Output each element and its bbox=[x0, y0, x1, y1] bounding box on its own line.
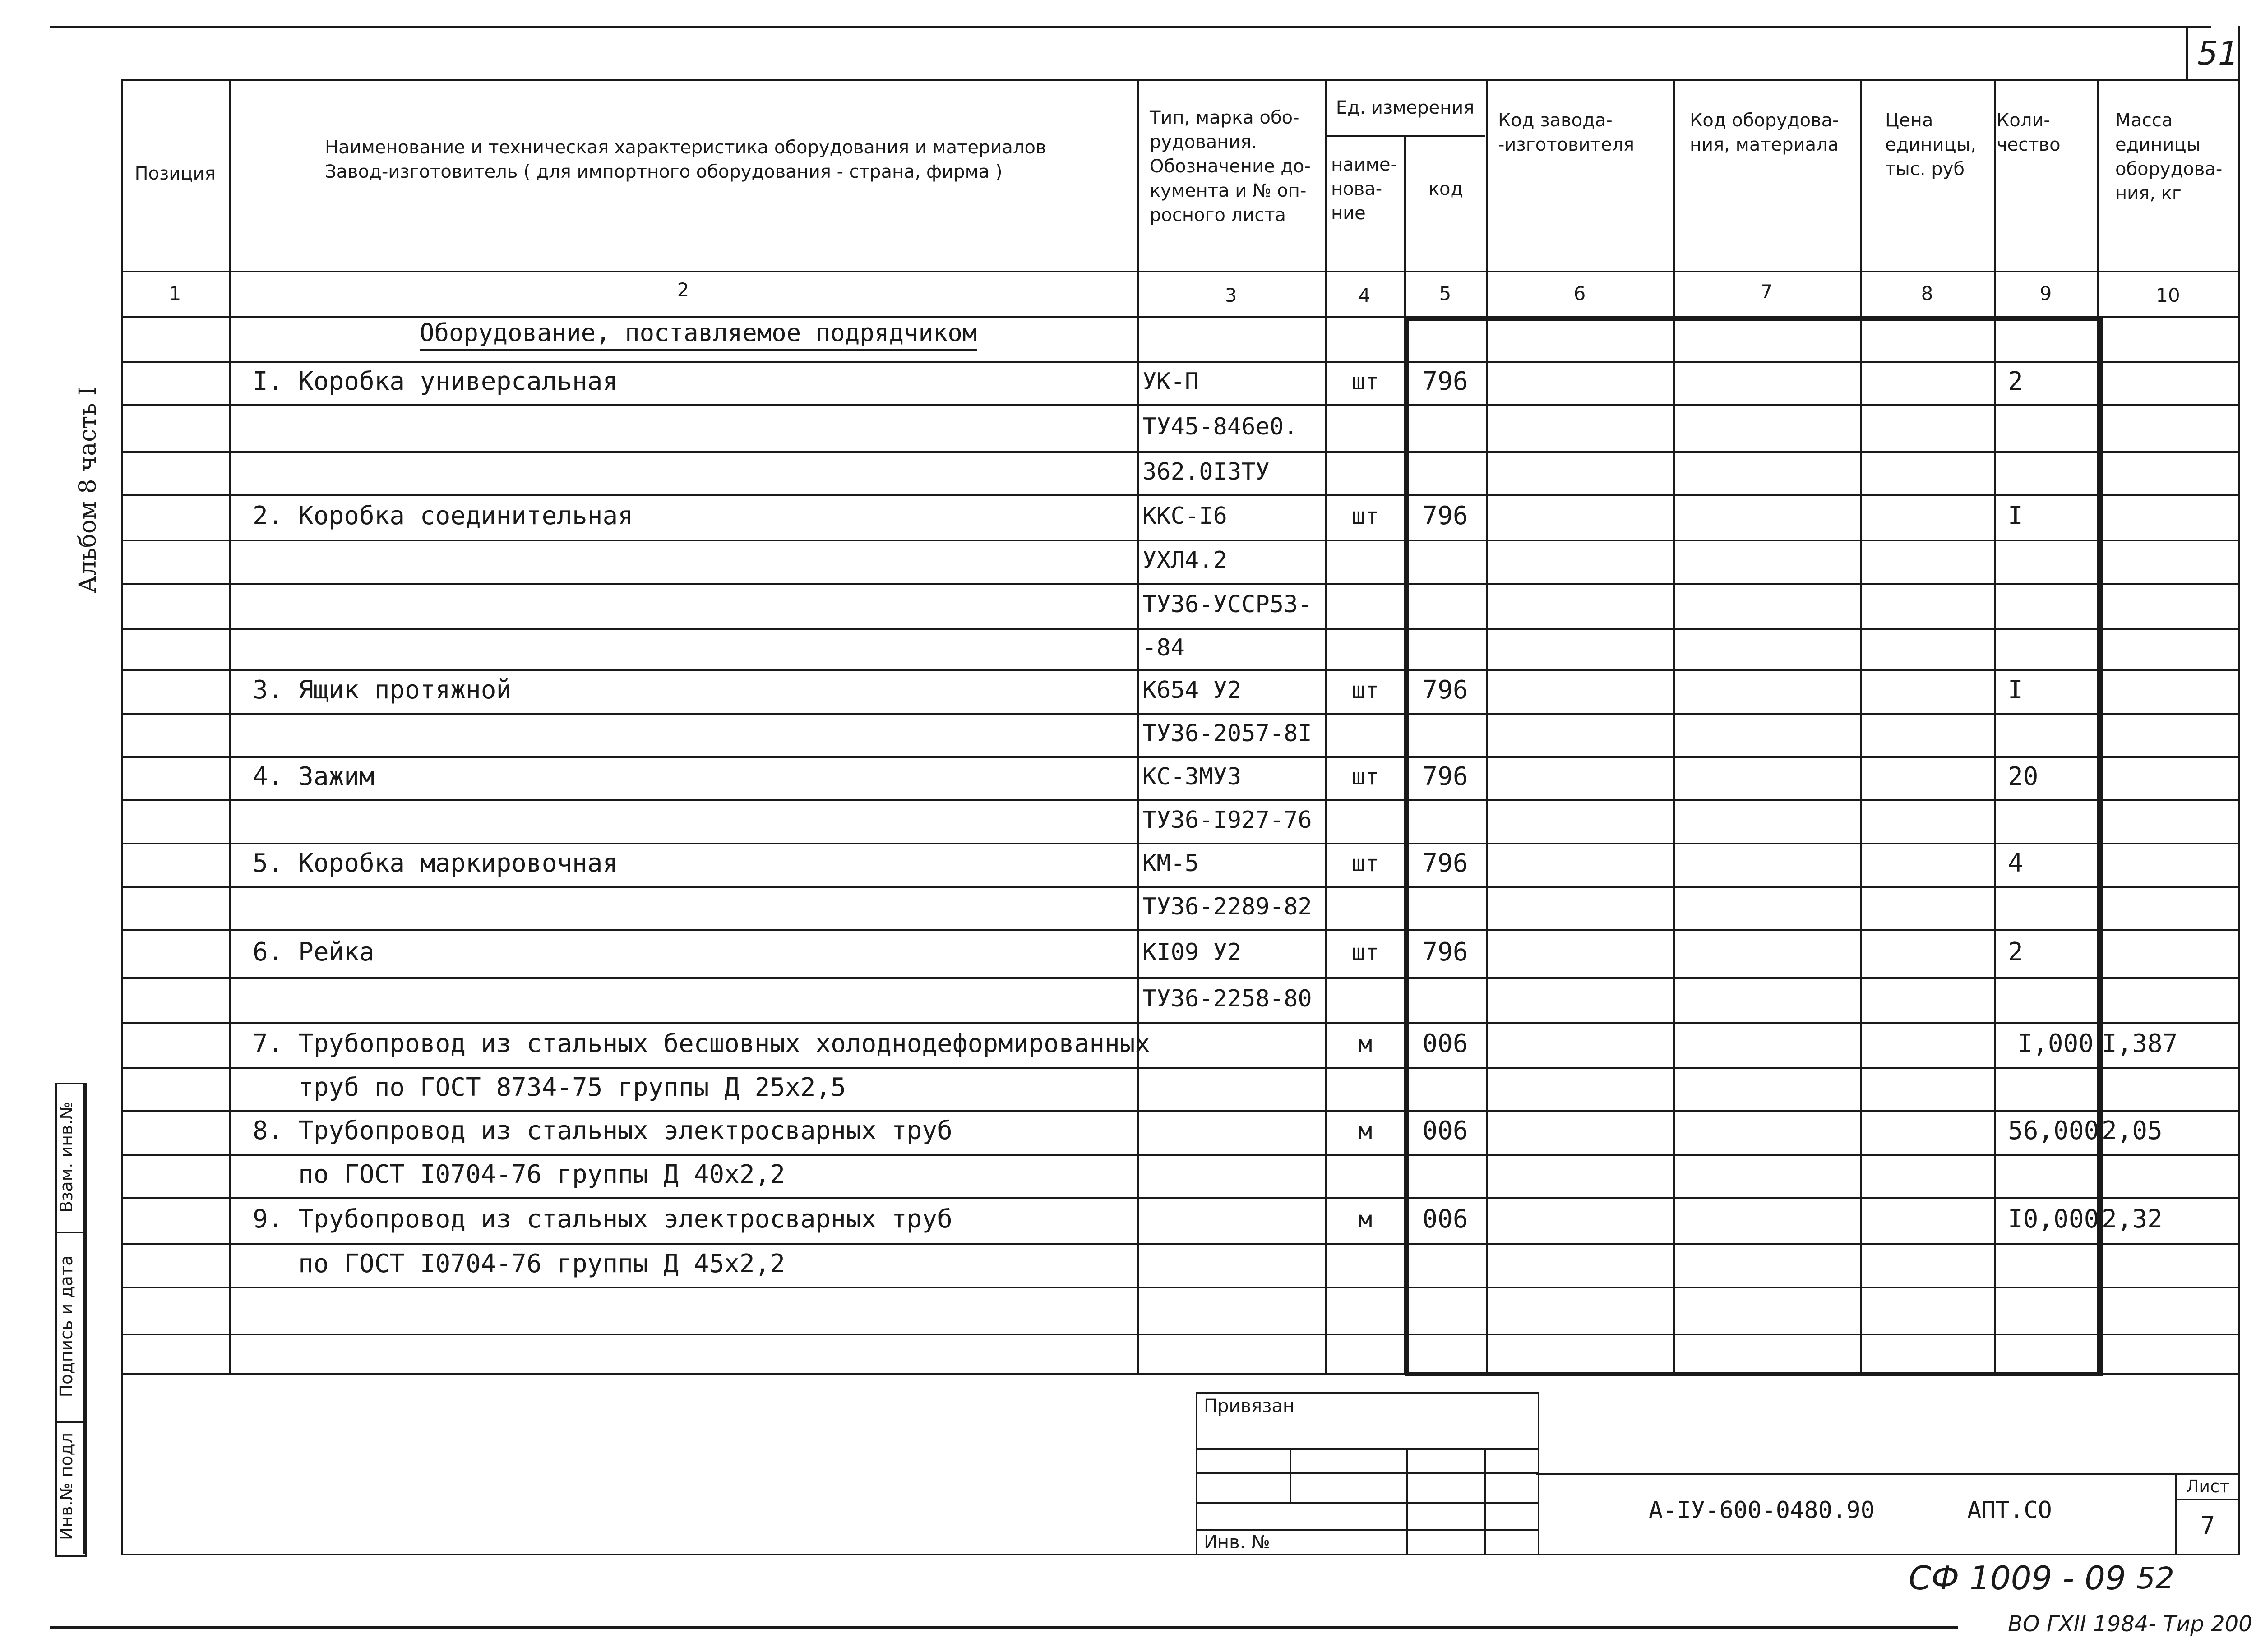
side-stamp-original-inv: Инв.№ подл bbox=[56, 1433, 76, 1541]
item-unit-code: 796 bbox=[1422, 849, 1468, 878]
item-type: ТУ36-2057-8I bbox=[1142, 720, 1312, 747]
item-name: по ГОСТ I0704-76 группы Д 40х2,2 bbox=[253, 1160, 786, 1189]
column-number-5: 5 bbox=[1439, 282, 1452, 305]
column-number-2: 2 bbox=[677, 279, 689, 301]
item-unit: шт bbox=[1351, 677, 1379, 703]
item-unit: м bbox=[1358, 1118, 1373, 1144]
column-divider bbox=[1137, 79, 1139, 1373]
album-part-label: Альбом 8 часть I bbox=[74, 386, 102, 593]
item-quantity: 56,000 bbox=[2008, 1116, 2099, 1145]
item-type: КС-3МУЗ bbox=[1142, 763, 1242, 790]
stamp-sheet-number: 7 bbox=[2200, 1511, 2215, 1540]
item-quantity: I bbox=[2008, 501, 2023, 531]
header-unit-name: наиме- нова- ние bbox=[1331, 154, 1397, 224]
item-quantity: 2 bbox=[2008, 367, 2023, 396]
stamp-document-mark: АПТ.СО bbox=[1967, 1497, 2052, 1524]
item-quantity: I,000 bbox=[2017, 1029, 2094, 1058]
stamp-sheet-label: Лист bbox=[2186, 1477, 2230, 1496]
header-equipment-code: Код оборудова- ния, материала bbox=[1690, 110, 1839, 155]
stamp-inventory-label: Инв. № bbox=[1204, 1532, 1270, 1553]
column-divider bbox=[1325, 79, 1327, 1373]
item-name: 7. Трубопровод из стальных бесшовных холоднодеформированных bbox=[253, 1029, 1151, 1058]
stamp-linked-label: Привязан bbox=[1204, 1396, 1295, 1417]
item-quantity: I0,000 bbox=[2008, 1204, 2099, 1234]
column-number-7: 7 bbox=[1760, 281, 1773, 303]
item-unit: м bbox=[1358, 1206, 1373, 1232]
footer-print-run: ВО ГХII 1984- Тир 200 bbox=[2008, 1611, 2252, 1637]
header-unit-mass: Масса единицы оборудова- ния, кг bbox=[2115, 110, 2223, 204]
item-type: УХЛ4.2 bbox=[1142, 547, 1227, 574]
item-name: 5. Коробка маркировочная bbox=[253, 849, 618, 878]
stamp-document-code: А-IУ-600-0480.90 bbox=[1649, 1497, 1875, 1524]
footer-page-number: 52 bbox=[2136, 1561, 2174, 1596]
header-position: Позиция bbox=[134, 163, 216, 184]
header-unit-price: Цена единицы, тыс. руб bbox=[1885, 110, 1976, 180]
item-type: К654 У2 bbox=[1142, 677, 1242, 704]
header-name-characteristics: Наименование и техническая характеристика оборудования и материалов Завод-изготовитель ( для импортного оборудования - страна, фирма ) bbox=[325, 137, 1046, 182]
column-number-10: 10 bbox=[2156, 284, 2180, 306]
column-number-9: 9 bbox=[2039, 282, 2052, 305]
item-unit-code: 006 bbox=[1422, 1029, 1468, 1058]
item-name: I. Коробка универсальная bbox=[253, 367, 618, 396]
column-number-1: 1 bbox=[169, 282, 181, 305]
page-number-top: 51 bbox=[2197, 34, 2239, 72]
item-type: КI09 У2 bbox=[1142, 939, 1242, 966]
header-quantity: Коли- чество bbox=[1997, 110, 2061, 155]
column-number-3: 3 bbox=[1225, 284, 1237, 306]
item-unit-code: 796 bbox=[1422, 762, 1468, 791]
item-type: ТУ36-2258-80 bbox=[1142, 985, 1312, 1012]
item-name: 4. Зажим bbox=[253, 762, 374, 791]
column-number-6: 6 bbox=[1573, 282, 1586, 305]
item-type: 362.0I3ТУ bbox=[1142, 458, 1270, 485]
item-unit: шт bbox=[1351, 850, 1379, 877]
header-unit-group: Ед. измерения bbox=[1336, 97, 1475, 118]
item-unit-code: 006 bbox=[1422, 1116, 1468, 1145]
item-name: 8. Трубопровод из стальных электросварных труб bbox=[253, 1116, 952, 1145]
column-divider bbox=[229, 79, 231, 1373]
item-name: 3. Ящик протяжной bbox=[253, 675, 512, 705]
item-type: ТУ36-2289-82 bbox=[1142, 893, 1312, 920]
section-title: Оборудование, поставляемое подрядчиком bbox=[420, 319, 977, 351]
column-number-4: 4 bbox=[1358, 284, 1371, 306]
side-stamp-signature-date: Подпись и дата bbox=[56, 1255, 76, 1398]
header-type-mark: Тип, марка обо- рудования. Обозначение до- кумента и № оп- росного листа bbox=[1150, 107, 1311, 226]
item-type: -84 bbox=[1142, 634, 1185, 661]
item-name: 2. Коробка соединительная bbox=[253, 501, 633, 531]
item-quantity: 20 bbox=[2008, 762, 2039, 791]
item-unit: шт bbox=[1351, 764, 1379, 790]
header-unit-code: код bbox=[1428, 179, 1463, 199]
item-type: ТУ36-I927-76 bbox=[1142, 807, 1312, 834]
item-type: ККС-I6 bbox=[1142, 503, 1227, 530]
item-type: ТУ36-УССР53- bbox=[1142, 591, 1312, 618]
item-unit: шт bbox=[1351, 939, 1379, 965]
side-stamp-replacement: Взам. инв.№ bbox=[56, 1102, 76, 1213]
item-unit: шт bbox=[1351, 369, 1379, 395]
item-type: ТУ45-846е0. bbox=[1142, 413, 1298, 440]
item-unit-code: 796 bbox=[1422, 501, 1468, 531]
item-type: КМ-5 bbox=[1142, 850, 1199, 877]
item-unit-code: 006 bbox=[1422, 1204, 1468, 1234]
item-type: УК-П bbox=[1142, 368, 1199, 395]
item-name: по ГОСТ I0704-76 группы Д 45х2,2 bbox=[253, 1249, 786, 1278]
item-unit-code: 796 bbox=[1422, 937, 1468, 967]
item-quantity: I bbox=[2008, 675, 2023, 705]
item-unit-code: 796 bbox=[1422, 367, 1468, 396]
item-mass: I,387 bbox=[2102, 1029, 2178, 1058]
item-unit: м bbox=[1358, 1031, 1373, 1057]
column-number-8: 8 bbox=[1921, 282, 1933, 305]
item-name: 6. Рейка bbox=[253, 937, 374, 967]
item-unit-code: 796 bbox=[1422, 675, 1468, 705]
item-name: 9. Трубопровод из стальных электросварных труб bbox=[253, 1204, 952, 1234]
item-unit: шт bbox=[1351, 503, 1379, 529]
item-mass: 2,32 bbox=[2102, 1204, 2163, 1234]
item-quantity: 4 bbox=[2008, 849, 2023, 878]
item-name: труб по ГОСТ 8734-75 группы Д 25х2,5 bbox=[253, 1073, 846, 1102]
item-mass: 2,05 bbox=[2102, 1116, 2163, 1145]
item-quantity: 2 bbox=[2008, 937, 2023, 967]
header-plant-code: Код завода- -изготовителя bbox=[1498, 110, 1635, 155]
footer-handwritten-code: СФ 1009 - 09 bbox=[1909, 1559, 2126, 1597]
